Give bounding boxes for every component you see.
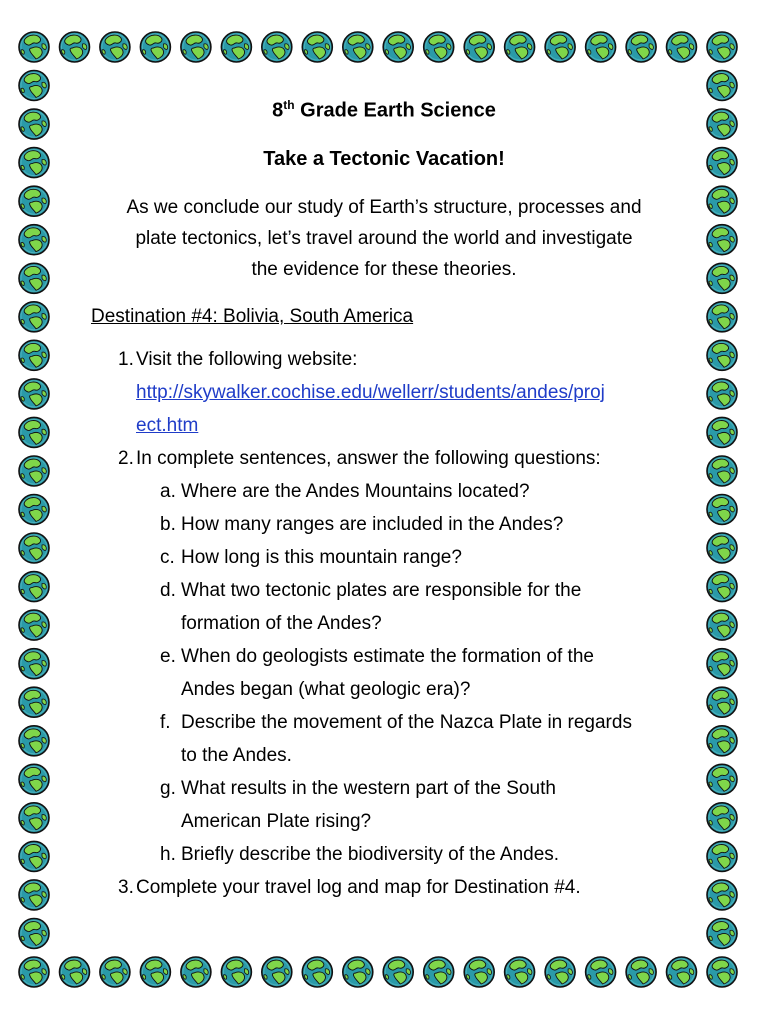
globe-icon (586, 32, 616, 62)
globe-icon (181, 957, 211, 987)
globe-icon (707, 225, 737, 255)
intro-paragraph (80, 192, 688, 285)
globe-icon (383, 32, 413, 62)
globe-icon (424, 957, 454, 987)
globe-icon (19, 456, 49, 486)
question-letter: d. (160, 580, 176, 601)
globe-icon (707, 919, 737, 949)
globe-icon (19, 32, 49, 62)
globe-icon (19, 610, 49, 640)
question-text: Describe the movement of the Nazca Plate in regards (181, 712, 632, 733)
intro-line: As we conclude our study of Earth’s structure, processes and (126, 197, 642, 218)
globe-icon (140, 957, 170, 987)
globe-icon (626, 32, 656, 62)
item-text: Complete your travel log and map for Destination #4. (136, 877, 581, 898)
globe-icon (464, 32, 494, 62)
globe-icon (19, 225, 49, 255)
question-text: What two tectonic plates are responsible for the (181, 580, 582, 601)
globe-icon (19, 957, 49, 987)
intro-line: the evidence for these theories. (251, 259, 517, 280)
question-letter: f. (160, 712, 171, 733)
website-link-line[interactable]: ect.htm (136, 415, 199, 436)
globe-icon (667, 957, 697, 987)
globe-icon (707, 533, 737, 563)
globe-icon (505, 957, 535, 987)
globe-icon (707, 109, 737, 139)
globe-icon (424, 32, 454, 62)
globe-icon (707, 71, 737, 101)
question-text: to the Andes. (181, 745, 292, 766)
globe-icon (586, 957, 616, 987)
item-number: 2. (118, 448, 134, 469)
globe-icon (19, 263, 49, 293)
globe-icon (19, 109, 49, 139)
globe-icon (19, 803, 49, 833)
globe-icon (505, 32, 535, 62)
globe-icon (19, 417, 49, 447)
globe-icon (19, 649, 49, 679)
globe-icon (707, 803, 737, 833)
question-text: Andes began (what geologic era)? (181, 679, 471, 700)
question-text: Briefly describe the biodiversity of the Andes. (181, 844, 560, 865)
globe-icon (60, 32, 90, 62)
globe-icon (707, 263, 737, 293)
globe-icon (19, 302, 49, 332)
question-letter: c. (160, 547, 175, 568)
question-letter: h. (160, 844, 176, 865)
question-letter: e. (160, 646, 176, 667)
globe-icon (19, 919, 49, 949)
question-text: What results in the western part of the South (181, 778, 556, 799)
globe-icon (19, 379, 49, 409)
intro-line: plate tectonics, let’s travel around the world and investigate (135, 228, 633, 249)
globe-icon (545, 957, 575, 987)
globe-icon (19, 880, 49, 910)
globe-icon (707, 880, 737, 910)
document-subtitle: Take a Tectonic Vacation! (263, 148, 505, 170)
globe-icon (464, 957, 494, 987)
globe-icon (302, 957, 332, 987)
globe-icon (707, 456, 737, 486)
globe-icon (19, 687, 49, 717)
question-text: How long is this mountain range? (181, 547, 462, 568)
globe-icon (343, 32, 373, 62)
globe-icon (707, 379, 737, 409)
globe-icon (707, 32, 737, 62)
globe-icon (19, 726, 49, 756)
globe-icon (707, 302, 737, 332)
globe-icon (100, 957, 130, 987)
globe-icon (19, 495, 49, 525)
globe-icon (707, 726, 737, 756)
globe-icon (707, 572, 737, 602)
globe-icon (707, 764, 737, 794)
globe-icon (19, 340, 49, 370)
question-text: American Plate rising? (181, 811, 372, 832)
globe-icon (707, 957, 737, 987)
question-letter: a. (160, 481, 176, 502)
destination-heading: Destination #4: Bolivia, South America (91, 306, 414, 327)
globe-icon (19, 186, 49, 216)
globe-icon (262, 32, 292, 62)
question-text: How many ranges are included in the Andes? (181, 514, 564, 535)
website-link[interactable] (136, 382, 605, 404)
globe-icon (221, 32, 251, 62)
globe-icon (19, 71, 49, 101)
globe-icon (707, 649, 737, 679)
globe-icon (343, 957, 373, 987)
globe-icon (707, 841, 737, 871)
globe-icon (60, 957, 90, 987)
globe-icon (221, 957, 251, 987)
globe-icon (100, 32, 130, 62)
globe-icon (707, 148, 737, 178)
globe-icon (19, 841, 49, 871)
globe-icon (19, 572, 49, 602)
globe-icon (707, 340, 737, 370)
globe-icon (626, 957, 656, 987)
globe-icon (302, 32, 332, 62)
website-link-cont[interactable] (136, 415, 198, 437)
globe-icon (545, 32, 575, 62)
item-number: 3. (118, 877, 134, 898)
item-number: 1. (118, 349, 134, 370)
globe-icon (19, 533, 49, 563)
item-text: In complete sentences, answer the following questions: (136, 448, 601, 469)
globe-icon (383, 957, 413, 987)
document-title: 8th Grade Earth Science (272, 98, 496, 122)
globe-icon (140, 32, 170, 62)
question-text: When do geologists estimate the formation of the (181, 646, 594, 667)
question-text: formation of the Andes? (181, 613, 382, 634)
globe-icon (19, 764, 49, 794)
globe-icon (262, 957, 292, 987)
globe-icon (707, 417, 737, 447)
question-letter: b. (160, 514, 176, 535)
globe-icon (707, 610, 737, 640)
globe-icon (181, 32, 211, 62)
globe-icon (707, 495, 737, 525)
globe-icon (707, 687, 737, 717)
question-letter: g. (160, 778, 176, 799)
globe-icon (667, 32, 697, 62)
website-link-line[interactable]: http://skywalker.cochise.edu/wellerr/students/andes/proj (136, 382, 605, 403)
item-text: Visit the following website: (136, 349, 358, 370)
globe-icon (19, 148, 49, 178)
globe-icon (707, 186, 737, 216)
question-text: Where are the Andes Mountains located? (181, 481, 530, 502)
